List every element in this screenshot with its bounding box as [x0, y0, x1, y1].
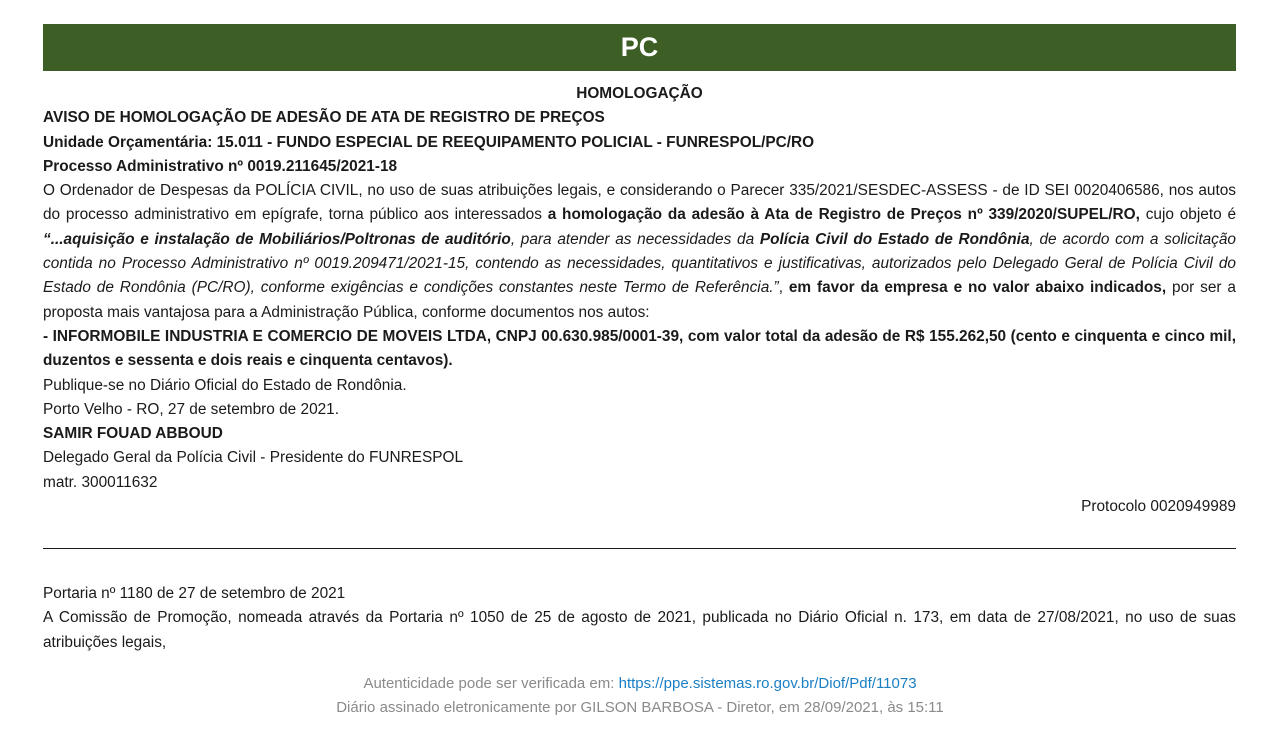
signature-line: Diário assinado eletronicamente por GILSON BARBOSA - Diretor, em 28/09/2021, às 15:11 — [336, 699, 944, 716]
authenticity-line — [0, 672, 1280, 696]
body-text-3: , — [778, 279, 789, 297]
authenticity-label: Autenticidade pode ser verificada em: — [363, 675, 619, 692]
signer-name: SAMIR FOUAD ABBOUD — [43, 425, 223, 443]
protocol-number: Protocolo 0020949989 — [1081, 498, 1236, 516]
budget-unit: Unidade Orçamentária: 15.011 - FUNDO ESPECIAL DE REEQUIPAMENTO POLICIAL - FUNRESPOL/PC/RO — [43, 133, 815, 151]
body-object: “...aquisição e instalação de Mobiliários/Poltronas de auditório — [43, 230, 511, 248]
portaria-title: Portaria nº 1180 de 27 de setembro de 2021 — [43, 585, 346, 602]
notice-subheading: AVISO DE HOMOLOGAÇÃO DE ADESÃO DE ATA DE REGISTRO DE PREÇOS — [43, 109, 605, 127]
portaria-section — [43, 582, 1236, 655]
section-banner — [43, 24, 1236, 71]
section-divider — [43, 548, 1236, 549]
body-text-2: cujo objeto é — [1139, 206, 1237, 224]
page-footer — [0, 672, 1280, 720]
body-text-4: por ser a proposta mais vantajosa para a Administração Pública, conforme documentos nos autos: — [43, 279, 1236, 321]
body-italic-1: , para atender as necessidades da — [510, 230, 760, 248]
body-agency: Polícia Civil do Estado de Rondônia — [759, 230, 1030, 248]
signer-role: Delegado Geral da Polícia Civil - Presidente do FUNRESPOL — [43, 449, 464, 467]
publish-line: Publique-se no Diário Oficial do Estado de Rondônia. — [43, 376, 407, 394]
body-text-1: O Ordenador de Despesas da POLÍCIA CIVIL, no uso de suas atribuições legais, e considerando o Parecer 335/2021/SESDEC-ASSESS - de ID SEI 0020406586, nos autos do processo administrativo em epígrafe, torna público aos interessados — [43, 182, 1236, 224]
body-bold-2: em favor da empresa e no valor abaixo indicados, — [788, 279, 1167, 297]
homologation-notice — [43, 82, 1236, 519]
notice-heading: HOMOLOGAÇÃO — [576, 85, 703, 102]
signer-registration: matr. 300011632 — [43, 473, 158, 491]
body-bold-1: a homologação da adesão à Ata de Registro de Preços nº 339/2020/SUPEL/RO, — [547, 206, 1140, 224]
portaria-text: A Comissão de Promoção, nomeada através da Portaria nº 1050 de 25 de agosto de 2021, publicada no Diário Oficial n. 173, em data de 27/08/2021, no uso de suas atribuições legais, — [43, 609, 1236, 651]
award-line: - INFORMOBILE INDUSTRIA E COMERCIO DE MOVEIS LTDA, CNPJ 00.630.985/0001-39, com valor total da adesão de R$ 155.262,50 (cento e cinquenta e cinco mil, duzentos e sessenta e dois reais e cinquenta centavos). — [43, 327, 1236, 370]
notice-body — [43, 179, 1236, 325]
body-italic-2: , de acordo com a solicitação contida no Processo Administrativo nº 0019.209471/2021-15, contendo as necessidades, quantitativos e justificativas, autorizados pelo Delegado Geral de Polícia Civil do Estado de Rondônia (PC/RO), conforme exigências e condições constantes neste Termo de Referência.” — [43, 230, 1236, 297]
authenticity-link[interactable]: https://ppe.sistemas.ro.gov.br/Diof/Pdf/11073 — [618, 675, 917, 692]
place-date: Porto Velho - RO, 27 de setembro de 2021. — [43, 400, 340, 418]
section-title: PC — [620, 32, 659, 62]
process-number: Processo Administrativo nº 0019.211645/2021-18 — [43, 157, 398, 175]
